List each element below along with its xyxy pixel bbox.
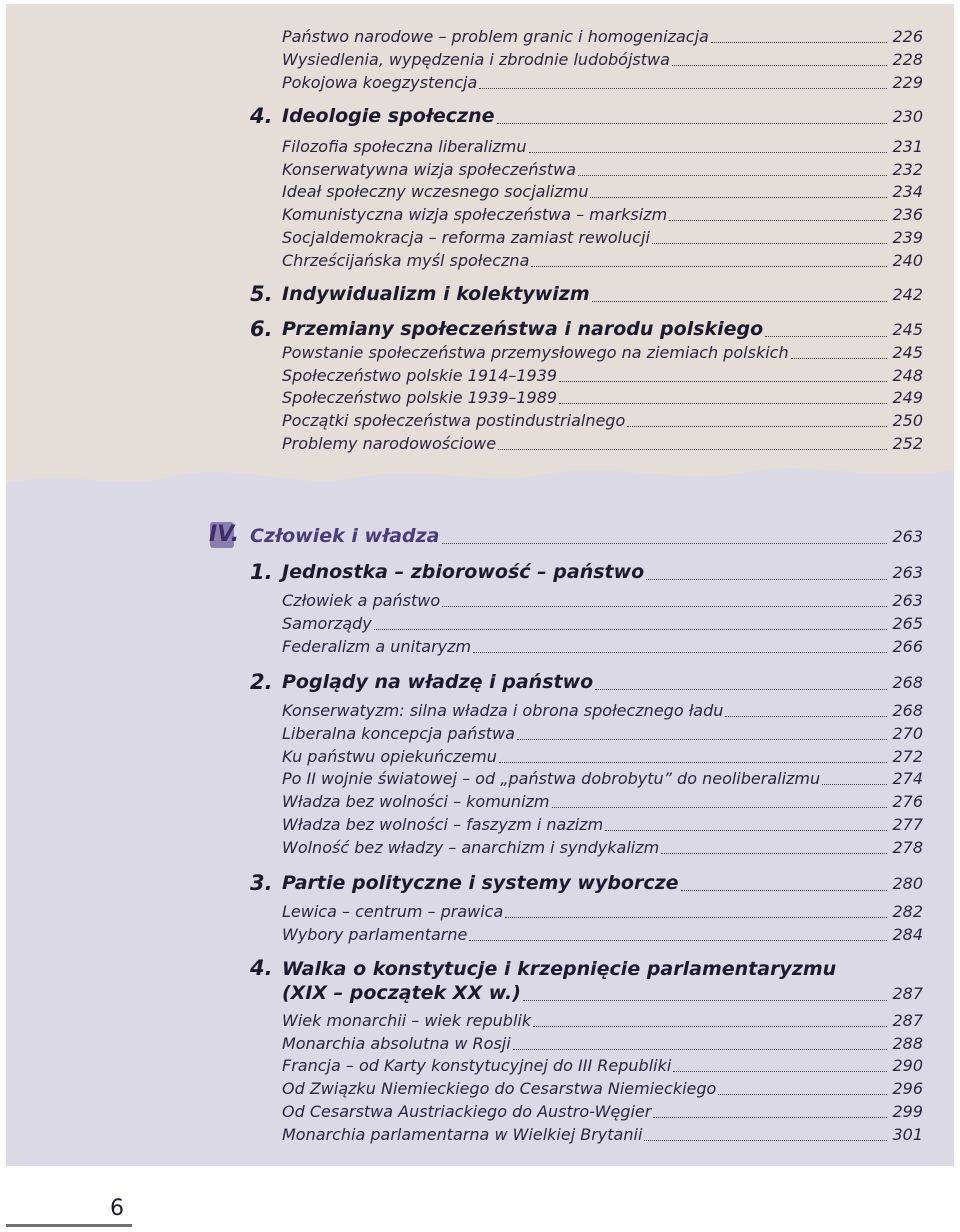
toc-entry[interactable] <box>282 1078 923 1100</box>
entry-title: Ku państwu opiekuńczemu <box>282 747 497 766</box>
section-heading[interactable] <box>282 316 923 342</box>
section-page: 245 <box>892 320 923 339</box>
entry-title: Człowiek a państwo <box>282 591 441 610</box>
toc-entry[interactable] <box>282 924 923 946</box>
dot-leader <box>590 197 887 198</box>
dot-leader <box>529 152 887 153</box>
toc-entry[interactable] <box>282 1010 923 1032</box>
entry-page: 274 <box>892 769 923 788</box>
entry-page: 252 <box>892 434 923 453</box>
entry-title: Chrześcijańska myśl społeczna <box>282 251 530 270</box>
toc-entry[interactable] <box>282 1124 923 1146</box>
dot-leader <box>669 220 887 221</box>
entry-page: 278 <box>892 838 923 857</box>
entry-page: 232 <box>892 160 923 179</box>
toc-entry[interactable] <box>282 746 923 768</box>
entry-page: 287 <box>892 1011 923 1030</box>
toc-entry[interactable] <box>282 72 923 94</box>
dot-leader <box>498 449 887 450</box>
entry-title: Socjaldemokracja – reforma zamiast rewolucji <box>282 228 650 247</box>
chapter-title: Człowiek i władza <box>250 525 440 547</box>
entry-page: 299 <box>892 1102 923 1121</box>
dot-leader <box>822 784 887 785</box>
entry-title: Wybory parlamentarne <box>282 925 468 944</box>
section-title: Przemiany społeczeństwa i narodu polskiego <box>282 318 764 340</box>
dot-leader <box>473 652 887 653</box>
page-number: 6 <box>110 1196 124 1221</box>
dot-leader <box>505 917 887 918</box>
entry-page: 266 <box>892 637 923 656</box>
section-number: 4. <box>250 104 273 128</box>
entry-title: Władza bez wolności – faszyzm i nazizm <box>282 815 604 834</box>
entry-title: Państwo narodowe – problem granic i homogenizacja <box>282 27 709 46</box>
dot-leader <box>681 890 887 891</box>
entry-title: Ideał społeczny wczesnego socjalizmu <box>282 182 589 201</box>
entry-title: Federalizm a unitaryzm <box>282 637 472 656</box>
section-title: Partie polityczne i systemy wyborcze <box>282 872 679 894</box>
dot-leader <box>513 1049 887 1050</box>
entry-title: Od Związku Niemieckiego do Cesarstwa Niemieckiego <box>282 1079 717 1098</box>
dot-leader <box>711 42 887 43</box>
entry-page: 296 <box>892 1079 923 1098</box>
dot-leader <box>559 381 887 382</box>
entry-page: 249 <box>892 388 923 407</box>
entry-title: Francja – od Karty konstytucyjnej do III Republiki <box>282 1056 672 1075</box>
dot-leader <box>533 1026 887 1027</box>
dot-leader <box>646 579 887 580</box>
section-title: Indywidualizm i kolektywizm <box>282 283 590 305</box>
dot-leader <box>552 807 888 808</box>
entry-title: Konserwatywna wizja społeczeństwa <box>282 160 577 179</box>
dot-leader <box>497 123 888 124</box>
entry-page: 231 <box>892 137 923 156</box>
entry-title: Problemy narodowościowe <box>282 434 497 453</box>
section-number: 5. <box>250 282 273 306</box>
section-page: 268 <box>892 673 923 692</box>
entry-title: Społeczeństwo polskie 1939–1989 <box>282 388 558 407</box>
entry-title: Od Cesarstwa Austriackiego do Austro-Węgier <box>282 1102 652 1121</box>
dot-leader <box>627 426 887 427</box>
dot-leader <box>673 1071 887 1072</box>
section-number: 2. <box>250 670 273 694</box>
toc-entry[interactable] <box>282 837 923 859</box>
toc-entry[interactable] <box>282 901 923 923</box>
dot-leader <box>559 403 887 404</box>
entry-page: 276 <box>892 792 923 811</box>
toc-entry[interactable] <box>282 1033 923 1055</box>
section-page: 263 <box>892 563 923 582</box>
entry-page: 228 <box>892 50 923 69</box>
dot-leader <box>644 1140 887 1141</box>
toc-entry[interactable] <box>282 791 923 813</box>
dot-leader <box>578 175 887 176</box>
entry-title: Wolność bez władzy – anarchizm i syndykalizm <box>282 838 660 857</box>
toc-entry[interactable] <box>282 250 923 272</box>
entry-page: 239 <box>892 228 923 247</box>
entry-title: Filozofia społeczna liberalizmu <box>282 137 527 156</box>
entry-title: Władza bez wolności – komunizm <box>282 792 550 811</box>
section-heading[interactable] <box>282 870 923 896</box>
section-title: Jednostka – zbiorowość – państwo <box>282 561 645 583</box>
toc-entry[interactable] <box>282 159 923 181</box>
dot-leader <box>595 689 887 690</box>
toc-entry[interactable] <box>282 700 923 722</box>
toc-entry[interactable] <box>282 636 923 658</box>
entry-page: 250 <box>892 411 923 430</box>
section-page: 287 <box>892 984 923 1003</box>
section-number: 4. <box>250 956 273 980</box>
entry-title: Liberalna koncepcja państwa <box>282 724 515 743</box>
footer-rule <box>6 1224 132 1227</box>
entry-page: 234 <box>892 182 923 201</box>
section-heading[interactable] <box>282 669 923 695</box>
dot-leader <box>765 336 887 337</box>
section-title-line1: Walka o konstytucje i krzepnięcie parlamentaryzmu <box>282 958 837 980</box>
section-heading[interactable] <box>282 559 923 585</box>
entry-page: 245 <box>892 343 923 362</box>
entry-page: 290 <box>892 1056 923 1075</box>
entry-page: 282 <box>892 902 923 921</box>
toc-entry[interactable] <box>282 49 923 71</box>
entry-title: Wysiedlenia, wypędzenia i zbrodnie ludobójstwa <box>282 50 670 69</box>
entry-title: Monarchia absolutna w Rosji <box>282 1034 511 1053</box>
entry-page: 268 <box>892 701 923 720</box>
toc-entry[interactable] <box>282 1101 923 1123</box>
section-heading[interactable] <box>282 980 923 1006</box>
entry-page: 265 <box>892 614 923 633</box>
chapter-page: 263 <box>892 527 923 546</box>
entry-page: 226 <box>892 27 923 46</box>
section-title: Ideologie społeczne <box>282 105 495 127</box>
section-page: 280 <box>892 874 923 893</box>
section-page: 242 <box>892 285 923 304</box>
section-heading[interactable] <box>282 103 923 129</box>
entry-page: 236 <box>892 205 923 224</box>
dot-leader <box>374 629 887 630</box>
entry-title: Wiek monarchii – wiek republik <box>282 1011 532 1030</box>
dot-leader <box>442 606 887 607</box>
section-number: 3. <box>250 871 273 895</box>
chapter-heading[interactable] <box>250 523 923 549</box>
toc-entry[interactable] <box>282 204 923 226</box>
dot-leader <box>661 853 887 854</box>
toc-entry[interactable] <box>282 1055 923 1077</box>
entry-title: Początki społeczeństwa postindustrialnego <box>282 411 626 430</box>
toc-entry[interactable] <box>282 26 923 48</box>
toc-entry[interactable] <box>282 387 923 409</box>
toc-entry[interactable] <box>282 768 923 790</box>
section-number: 1. <box>250 560 273 584</box>
dot-leader <box>791 358 887 359</box>
entry-title: Komunistyczna wizja społeczeństwa – marksizm <box>282 205 668 224</box>
entry-page: 301 <box>892 1125 923 1144</box>
entry-title: Społeczeństwo polskie 1914–1939 <box>282 366 558 385</box>
toc-entry[interactable] <box>282 181 923 203</box>
entry-title: Powstanie społeczeństwa przemysłowego na ziemiach polskich <box>282 343 789 362</box>
section-heading[interactable] <box>282 281 923 307</box>
dot-leader <box>592 301 887 302</box>
toc-entry[interactable] <box>282 136 923 158</box>
entry-page: 248 <box>892 366 923 385</box>
entry-title: Samorządy <box>282 614 372 633</box>
entry-page: 284 <box>892 925 923 944</box>
entry-title: Monarchia parlamentarna w Wielkiej Brytanii <box>282 1125 643 1144</box>
section-page: 230 <box>892 107 923 126</box>
entry-page: 270 <box>892 724 923 743</box>
section-title-line2: (XIX – początek XX w.) <box>282 982 521 1004</box>
section-number: 6. <box>250 317 273 341</box>
entry-title: Po II wojnie światowej – od „państwa dobrobytu” do neoliberalizmu <box>282 769 821 788</box>
dot-leader <box>469 940 887 941</box>
entry-page: 263 <box>892 591 923 610</box>
entry-title: Lewica – centrum – prawica <box>282 902 504 921</box>
dot-leader <box>499 762 887 763</box>
toc-entry[interactable] <box>282 365 923 387</box>
entry-title: Konserwatyzm: silna władza i obrona społecznego ładu <box>282 701 724 720</box>
toc-entry[interactable] <box>282 723 923 745</box>
entry-page: 229 <box>892 73 923 92</box>
dot-leader <box>652 243 887 244</box>
dot-leader <box>725 716 887 717</box>
dot-leader <box>442 543 888 544</box>
dot-leader <box>653 1117 887 1118</box>
dot-leader <box>479 88 887 89</box>
entry-page: 240 <box>892 251 923 270</box>
toc-entry[interactable] <box>282 814 923 836</box>
toc-entry[interactable] <box>282 590 923 612</box>
toc-entry[interactable] <box>282 433 923 455</box>
dot-leader <box>605 830 887 831</box>
toc-entry[interactable] <box>282 613 923 635</box>
dot-leader <box>517 739 887 740</box>
dot-leader <box>523 1000 887 1001</box>
dot-leader <box>672 65 887 66</box>
entry-page: 288 <box>892 1034 923 1053</box>
section-title: Poglądy na władzę i państwo <box>282 671 594 693</box>
entry-page: 272 <box>892 747 923 766</box>
entry-page: 277 <box>892 815 923 834</box>
toc-entry[interactable] <box>282 410 923 432</box>
toc-entry[interactable] <box>282 342 923 364</box>
dot-leader <box>531 266 887 267</box>
entry-title: Pokojowa koegzystencja <box>282 73 478 92</box>
dot-leader <box>718 1094 887 1095</box>
toc-entry[interactable] <box>282 227 923 249</box>
chapter-number: IV. <box>209 522 240 547</box>
